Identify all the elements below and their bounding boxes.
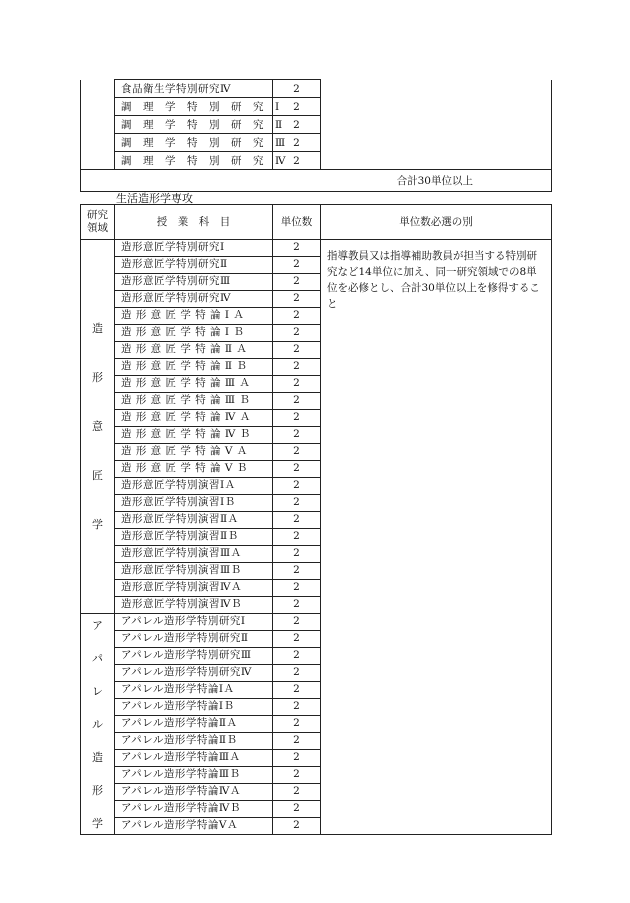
credits-cell: 2 (273, 427, 321, 444)
subject-cell: 造形意匠学特別演習ⅢＢ (115, 563, 273, 580)
credits-cell: 2 (273, 665, 321, 682)
credits-cell: 2 (273, 563, 321, 580)
area-char: 形 (92, 371, 103, 384)
subject-cell: アパレル造形学特論ⅣＡ (115, 784, 273, 801)
subject-cell: 調 理 学 特 別 研 究 Ⅳ (115, 152, 273, 170)
credits-cell: 2 (273, 648, 321, 665)
credits-cell: 2 (273, 240, 321, 257)
subject-cell: 造 形 意 匠 学 特 論 Ⅴ Ｂ (115, 461, 273, 478)
area-char: ア (92, 618, 103, 632)
area-cell (81, 134, 115, 152)
credits-cell: 2 (273, 152, 321, 170)
credits-cell: 2 (273, 716, 321, 733)
credits-cell: 2 (273, 98, 321, 116)
subject-cell: アパレル造形学特論ⅢＢ (115, 767, 273, 784)
credits-cell: 2 (273, 444, 321, 461)
subject-cell: 調 理 学 特 別 研 究 Ⅱ (115, 116, 273, 134)
credits-cell: 2 (273, 529, 321, 546)
credits-cell: 2 (273, 393, 321, 410)
subject-cell: 造 形 意 匠 学 特 論 Ⅲ Ｂ (115, 393, 273, 410)
subject-cell: アパレル造形学特論ⅠＡ (115, 682, 273, 699)
credits-cell: 2 (273, 784, 321, 801)
area-char: 匠 (92, 469, 103, 482)
subject-cell: 食品衛生学特別研究Ⅳ (115, 80, 273, 98)
subject-cell: 造 形 意 匠 学 特 論 Ⅳ Ｂ (115, 427, 273, 444)
credits-cell: 2 (273, 308, 321, 325)
credits-cell: 2 (273, 512, 321, 529)
header-note: 単位数必選の別 (321, 205, 552, 240)
header-credits: 単位数 (273, 205, 321, 240)
subject-cell: アパレル造形学特論ⅢＡ (115, 750, 273, 767)
credits-cell: 2 (273, 359, 321, 376)
credits-cell: 2 (273, 410, 321, 427)
area-char: 形 (92, 783, 103, 797)
area-char: 学 (92, 816, 103, 830)
credits-cell: 2 (273, 546, 321, 563)
total-row (81, 170, 552, 192)
credits-cell: 2 (273, 376, 321, 393)
table-row (81, 80, 552, 98)
credits-cell: 2 (273, 614, 321, 631)
area-char: パ (92, 651, 103, 665)
subject-cell: 造形意匠学特別研究Ⅲ (115, 274, 273, 291)
subject-cell: アパレル造形学特論ⅡＢ (115, 733, 273, 750)
subject-cell: 造形意匠学特別研究Ⅰ (115, 240, 273, 257)
credits-cell: 2 (273, 274, 321, 291)
subject-cell: 造 形 意 匠 学 特 論 Ⅲ Ａ (115, 376, 273, 393)
subject-cell: アパレル造形学特別研究Ⅱ (115, 631, 273, 648)
course-table (80, 204, 552, 835)
credits-cell: 2 (273, 342, 321, 359)
subject-cell: 造 形 意 匠 学 特 論 Ⅱ Ａ (115, 342, 273, 359)
subject-cell: 造形意匠学特別演習ⅣＡ (115, 580, 273, 597)
subject-cell: アパレル造形学特論ⅡＡ (115, 716, 273, 733)
subject-cell: 造形意匠学特別研究Ⅳ (115, 291, 273, 308)
area-cell (81, 98, 115, 116)
subject-cell: アパレル造形学特別研究Ⅰ (115, 614, 273, 631)
subject-cell: アパレル造形学特論ⅣＢ (115, 801, 273, 818)
previous-section-table (80, 79, 552, 192)
header-area: 研究 領域 (81, 205, 115, 240)
subject-cell: 造 形 意 匠 学 特 論 Ⅰ Ｂ (115, 325, 273, 342)
area-char: ル (92, 717, 103, 731)
table-header-row (81, 205, 552, 240)
credits-cell: 2 (273, 631, 321, 648)
subject-cell: 造 形 意 匠 学 特 論 Ⅰ Ａ (115, 308, 273, 325)
subject-cell: アパレル造形学特論ⅠＢ (115, 699, 273, 716)
subject-cell: アパレル造形学特別研究Ⅲ (115, 648, 273, 665)
subject-cell: 調 理 学 特 別 研 究 Ⅲ (115, 134, 273, 152)
credits-cell: 2 (273, 80, 321, 98)
credits-cell: 2 (273, 478, 321, 495)
subject-cell: 造 形 意 匠 学 特 論 Ⅱ Ｂ (115, 359, 273, 376)
research-area-cell (81, 240, 115, 614)
credits-cell: 2 (273, 325, 321, 342)
credits-cell: 2 (273, 801, 321, 818)
subject-cell: 造形意匠学特別演習ⅢＡ (115, 546, 273, 563)
research-area-cell (81, 614, 115, 835)
credits-cell: 2 (273, 580, 321, 597)
subject-cell: アパレル造形学特別研究Ⅳ (115, 665, 273, 682)
credits-cell: 2 (273, 767, 321, 784)
subject-cell: 造形意匠学特別演習ⅡＢ (115, 529, 273, 546)
credits-cell: 2 (273, 495, 321, 512)
credits-cell: 2 (273, 134, 321, 152)
subject-cell: 造形意匠学特別演習ⅠＡ (115, 478, 273, 495)
credits-cell: 2 (273, 461, 321, 478)
area-cell (81, 80, 115, 98)
subject-cell: アパレル造形学特論ⅤＡ (115, 818, 273, 835)
subject-cell: 造形意匠学特別演習ⅣＢ (115, 597, 273, 614)
subject-cell: 造形意匠学特別研究Ⅱ (115, 257, 273, 274)
area-char: 造 (92, 322, 103, 335)
subject-cell: 調 理 学 特 別 研 究 Ⅰ (115, 98, 273, 116)
credits-cell: 2 (273, 257, 321, 274)
total-cell: 合計30単位以上 (81, 170, 552, 192)
subject-cell: 造形意匠学特別演習ⅠＢ (115, 495, 273, 512)
credits-cell: 2 (273, 733, 321, 750)
area-char: レ (92, 684, 103, 698)
area-char: 造 (92, 750, 103, 764)
credits-cell: 2 (273, 597, 321, 614)
requirement-note: 指導教員又は指導補助教員が担当する特別研究など14単位に加え、同一研究領域での8単位を必修とし、合計30単位以上を修得すること (321, 240, 552, 835)
area-char: 意 (92, 420, 103, 433)
section-title: 生活造形学専攻 (116, 192, 193, 205)
credits-cell: 2 (273, 699, 321, 716)
table-row (81, 240, 552, 257)
credits-cell: 2 (273, 116, 321, 134)
area-char: 学 (92, 518, 103, 531)
area-cell (81, 116, 115, 134)
subject-cell: 造 形 意 匠 学 特 論 Ⅳ Ａ (115, 410, 273, 427)
area-cell (81, 152, 115, 170)
header-subject: 授 業 科 目 (115, 205, 273, 240)
credits-cell: 2 (273, 818, 321, 835)
credits-cell: 2 (273, 750, 321, 767)
credits-cell: 2 (273, 682, 321, 699)
subject-cell: 造 形 意 匠 学 特 論 Ⅴ Ａ (115, 444, 273, 461)
credits-cell: 2 (273, 291, 321, 308)
subject-cell: 造形意匠学特別演習ⅡＡ (115, 512, 273, 529)
note-cell (321, 80, 552, 170)
